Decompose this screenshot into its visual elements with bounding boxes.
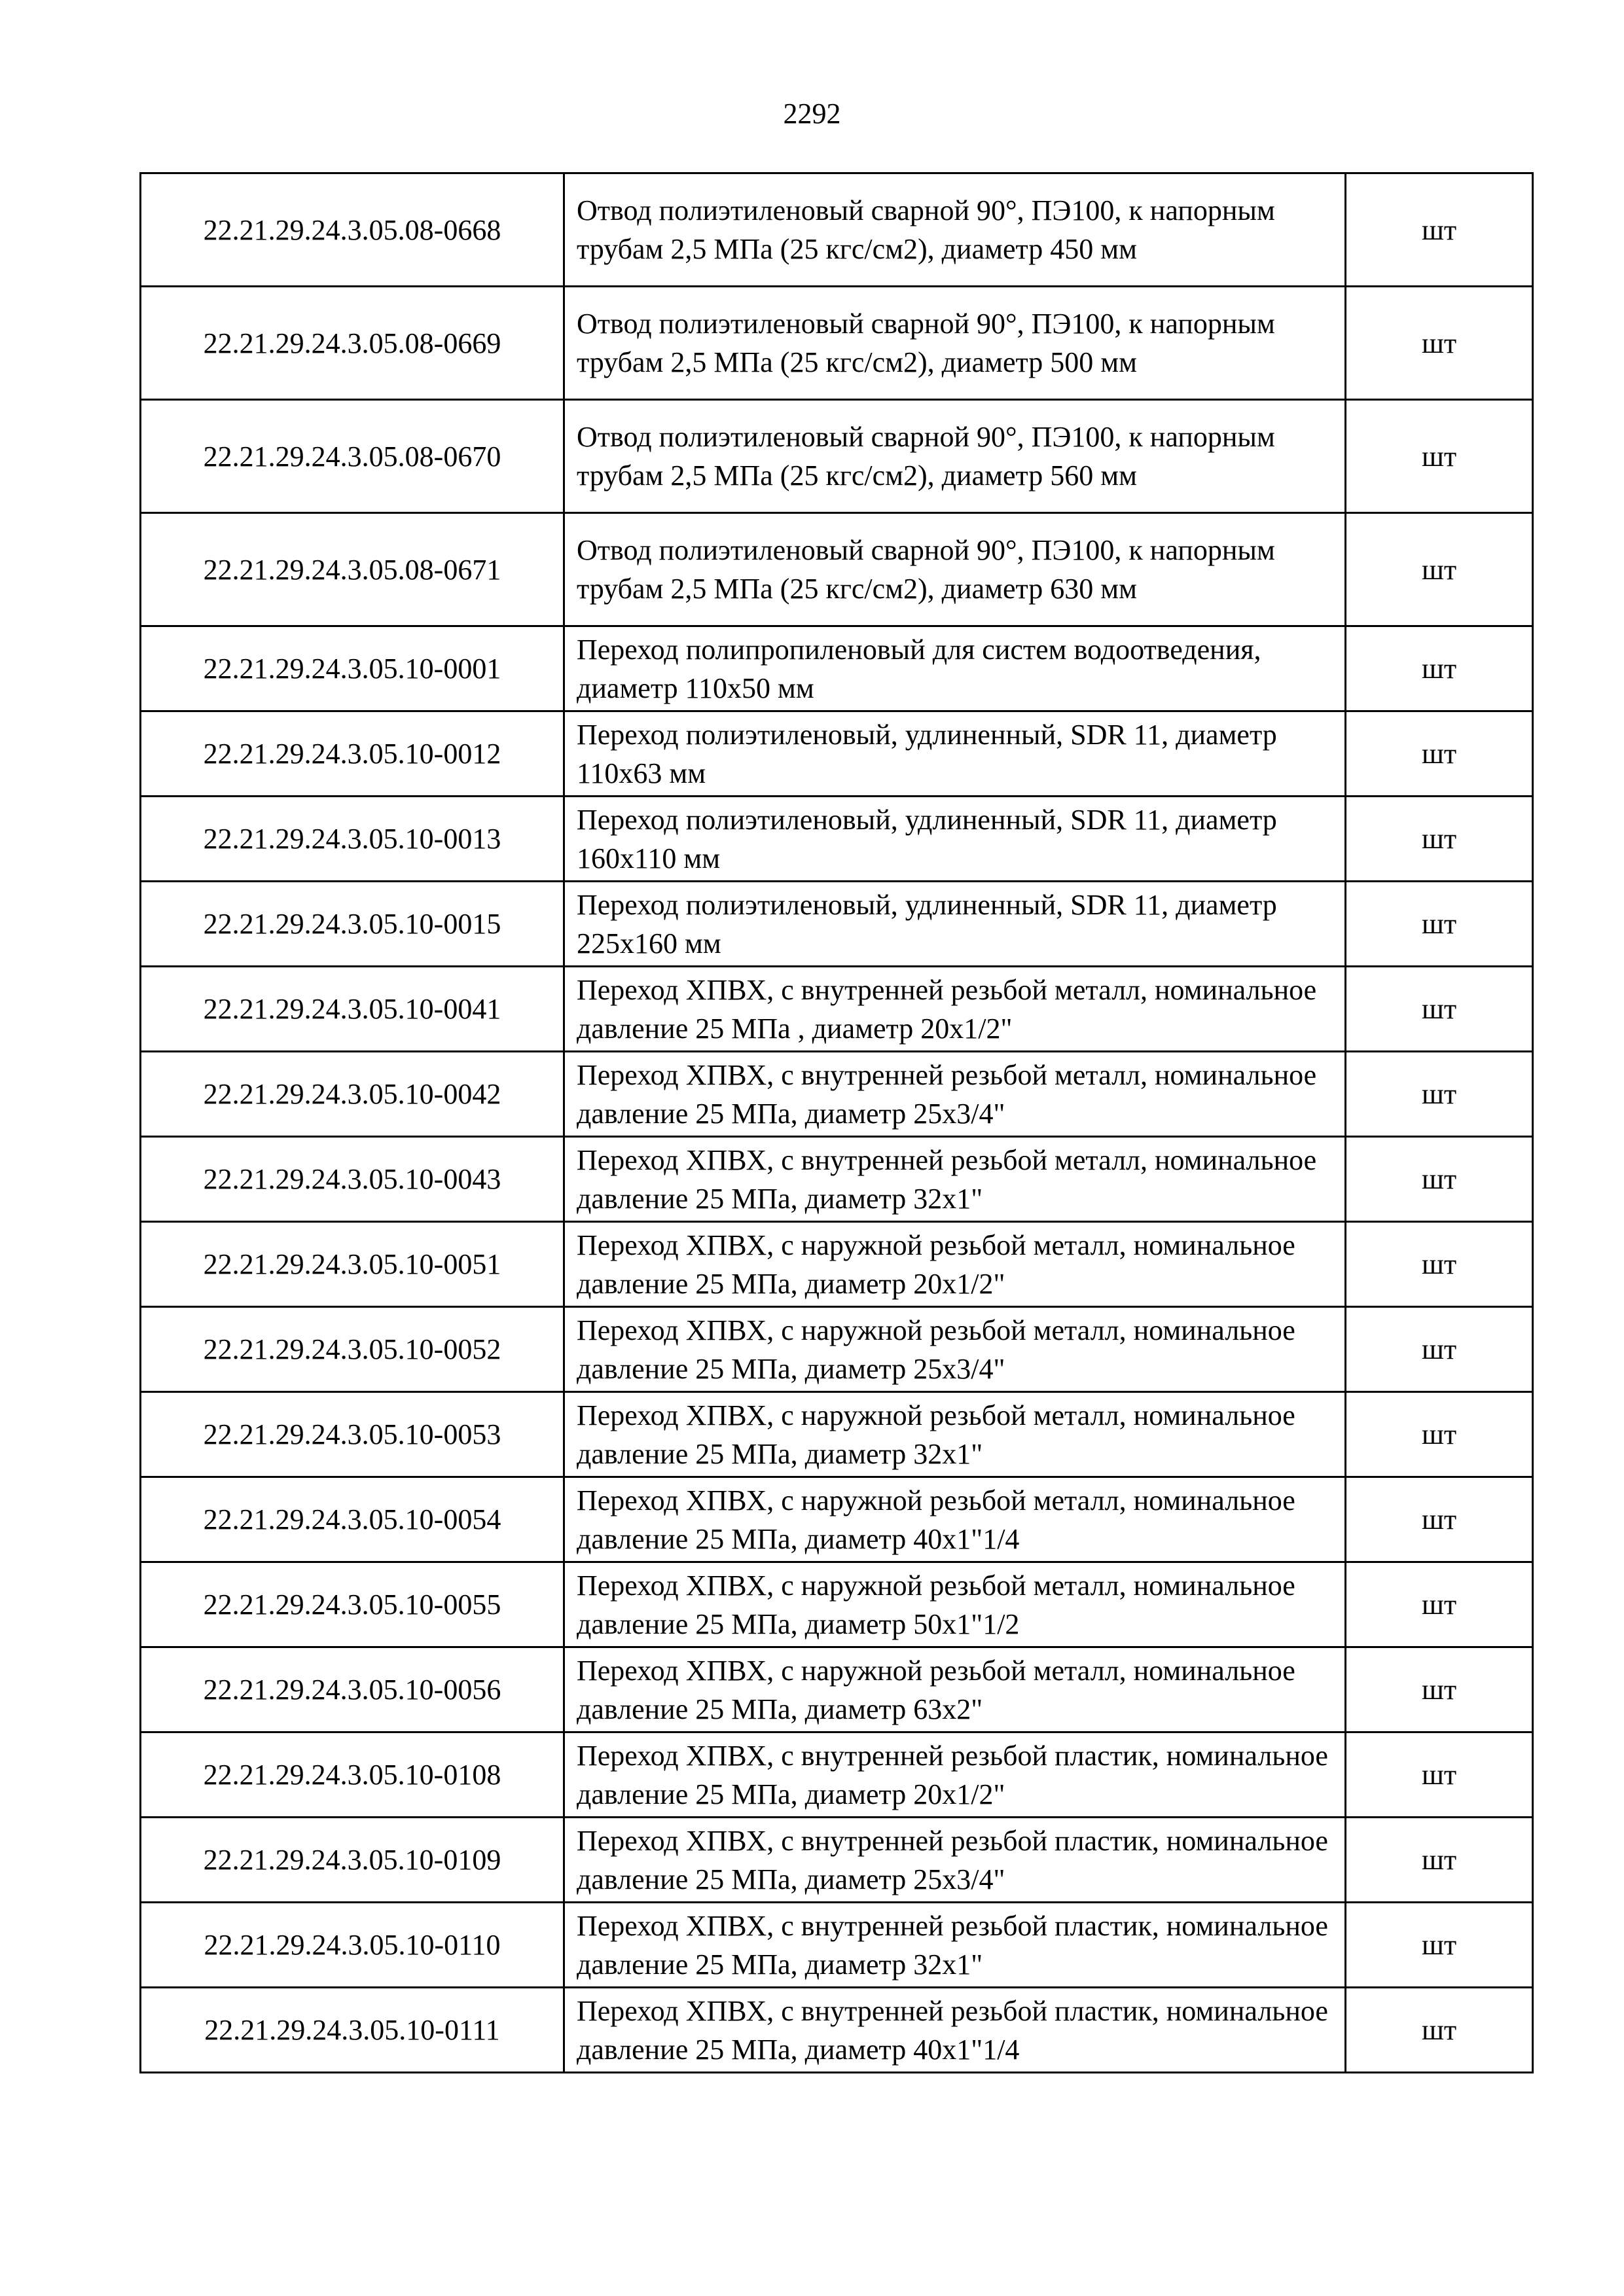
item-unit: шт — [1346, 797, 1533, 882]
item-unit: шт — [1346, 882, 1533, 967]
table-row — [141, 1647, 1533, 1732]
item-unit: шт — [1346, 1647, 1533, 1732]
table-row — [141, 287, 1533, 400]
item-unit: шт — [1346, 1052, 1533, 1137]
item-unit: шт — [1346, 1562, 1533, 1647]
table-row — [141, 1477, 1533, 1562]
item-code: 22.21.29.24.3.05.10-0109 — [141, 1818, 564, 1903]
item-code: 22.21.29.24.3.05.08-0669 — [141, 287, 564, 400]
table-row — [141, 967, 1533, 1052]
item-code: 22.21.29.24.3.05.10-0012 — [141, 711, 564, 797]
item-unit: шт — [1346, 1307, 1533, 1392]
item-unit: шт — [1346, 1137, 1533, 1222]
item-unit: шт — [1346, 1732, 1533, 1818]
item-description: Переход ХПВХ, с наружной резьбой металл, номинальное давление 25 МПа, диаметр 25x3/4" — [564, 1307, 1346, 1392]
item-unit: шт — [1346, 513, 1533, 626]
item-unit: шт — [1346, 1477, 1533, 1562]
table-row — [141, 1903, 1533, 1988]
item-code: 22.21.29.24.3.05.10-0001 — [141, 626, 564, 711]
item-unit: шт — [1346, 1392, 1533, 1477]
item-unit: шт — [1346, 711, 1533, 797]
item-description: Переход ХПВХ, с наружной резьбой металл, номинальное давление 25 МПа, диаметр 50x1"1/2 — [564, 1562, 1346, 1647]
item-description: Переход ХПВХ, с наружной резьбой металл, номинальное давление 25 МПа, диаметр 63x2" — [564, 1647, 1346, 1732]
items-table-body — [141, 173, 1533, 2073]
item-code: 22.21.29.24.3.05.10-0108 — [141, 1732, 564, 1818]
item-unit: шт — [1346, 626, 1533, 711]
item-description: Переход полиэтиленовый, удлиненный, SDR 11, диаметр 160x110 мм — [564, 797, 1346, 882]
item-code: 22.21.29.24.3.05.10-0053 — [141, 1392, 564, 1477]
table-row — [141, 711, 1533, 797]
table-row — [141, 1392, 1533, 1477]
item-description: Переход ХПВХ, с наружной резьбой металл, номинальное давление 25 МПа, диаметр 40x1"1/4 — [564, 1477, 1346, 1562]
table-row — [141, 797, 1533, 882]
item-code: 22.21.29.24.3.05.10-0043 — [141, 1137, 564, 1222]
table-row — [141, 1222, 1533, 1307]
item-code: 22.21.29.24.3.05.10-0015 — [141, 882, 564, 967]
item-code: 22.21.29.24.3.05.10-0051 — [141, 1222, 564, 1307]
table-row — [141, 513, 1533, 626]
item-code: 22.21.29.24.3.05.10-0054 — [141, 1477, 564, 1562]
item-code: 22.21.29.24.3.05.10-0042 — [141, 1052, 564, 1137]
item-description: Переход ХПВХ, с внутренней резьбой металл, номинальное давление 25 МПа, диаметр 25x3/4" — [564, 1052, 1346, 1137]
item-code: 22.21.29.24.3.05.10-0111 — [141, 1988, 564, 2073]
item-description: Переход ХПВХ, с внутренней резьбой пластик, номинальное давление 25 МПа, диаметр 25x3/4" — [564, 1818, 1346, 1903]
item-description: Переход полиэтиленовый, удлиненный, SDR 11, диаметр 110x63 мм — [564, 711, 1346, 797]
table-row — [141, 1988, 1533, 2073]
item-code: 22.21.29.24.3.05.10-0013 — [141, 797, 564, 882]
item-description: Переход ХПВХ, с внутренней резьбой металл, номинальное давление 25 МПа, диаметр 32x1" — [564, 1137, 1346, 1222]
table-row — [141, 882, 1533, 967]
items-table — [139, 172, 1534, 2073]
item-code: 22.21.29.24.3.05.10-0041 — [141, 967, 564, 1052]
item-description: Переход ХПВХ, с внутренней резьбой пластик, номинальное давление 25 МПа, диаметр 32x1" — [564, 1903, 1346, 1988]
item-code: 22.21.29.24.3.05.10-0052 — [141, 1307, 564, 1392]
table-row — [141, 1307, 1533, 1392]
table-row — [141, 1052, 1533, 1137]
item-description: Отвод полиэтиленовый сварной 90°, ПЭ100, к напорным трубам 2,5 МПа (25 кгс/см2), диаметр 560 мм — [564, 400, 1346, 513]
item-unit: шт — [1346, 1818, 1533, 1903]
item-code: 22.21.29.24.3.05.08-0671 — [141, 513, 564, 626]
item-description: Отвод полиэтиленовый сварной 90°, ПЭ100, к напорным трубам 2,5 МПа (25 кгс/см2), диаметр 630 мм — [564, 513, 1346, 626]
item-description: Переход ХПВХ, с наружной резьбой металл, номинальное давление 25 МПа, диаметр 32x1" — [564, 1392, 1346, 1477]
item-unit: шт — [1346, 967, 1533, 1052]
item-unit: шт — [1346, 287, 1533, 400]
item-description: Переход ХПВХ, с наружной резьбой металл, номинальное давление 25 МПа, диаметр 20x1/2" — [564, 1222, 1346, 1307]
item-code: 22.21.29.24.3.05.08-0670 — [141, 400, 564, 513]
item-description: Переход полипропиленовый для систем водоотведения, диаметр 110x50 мм — [564, 626, 1346, 711]
item-code: 22.21.29.24.3.05.10-0056 — [141, 1647, 564, 1732]
table-row — [141, 1818, 1533, 1903]
table-row — [141, 1562, 1533, 1647]
item-description: Переход ХПВХ, с внутренней резьбой пластик, номинальное давление 25 МПа, диаметр 40x1"1/4 — [564, 1988, 1346, 2073]
item-code: 22.21.29.24.3.05.10-0110 — [141, 1903, 564, 1988]
item-code: 22.21.29.24.3.05.08-0668 — [141, 173, 564, 287]
table-row — [141, 626, 1533, 711]
item-description: Переход полиэтиленовый, удлиненный, SDR 11, диаметр 225x160 мм — [564, 882, 1346, 967]
table-row — [141, 400, 1533, 513]
item-unit: шт — [1346, 1988, 1533, 2073]
item-code: 22.21.29.24.3.05.10-0055 — [141, 1562, 564, 1647]
item-description: Переход ХПВХ, с внутренней резьбой металл, номинальное давление 25 МПа , диаметр 20x1/2" — [564, 967, 1346, 1052]
item-description: Отвод полиэтиленовый сварной 90°, ПЭ100, к напорным трубам 2,5 МПа (25 кгс/см2), диаметр 450 мм — [564, 173, 1346, 287]
table-row — [141, 173, 1533, 287]
table-row — [141, 1732, 1533, 1818]
item-unit: шт — [1346, 1222, 1533, 1307]
item-unit: шт — [1346, 400, 1533, 513]
item-description: Переход ХПВХ, с внутренней резьбой пластик, номинальное давление 25 МПа, диаметр 20x1/2" — [564, 1732, 1346, 1818]
item-unit: шт — [1346, 173, 1533, 287]
page-number: 2292 — [783, 98, 841, 130]
item-description: Отвод полиэтиленовый сварной 90°, ПЭ100, к напорным трубам 2,5 МПа (25 кгс/см2), диаметр 500 мм — [564, 287, 1346, 400]
table-row — [141, 1137, 1533, 1222]
item-unit: шт — [1346, 1903, 1533, 1988]
